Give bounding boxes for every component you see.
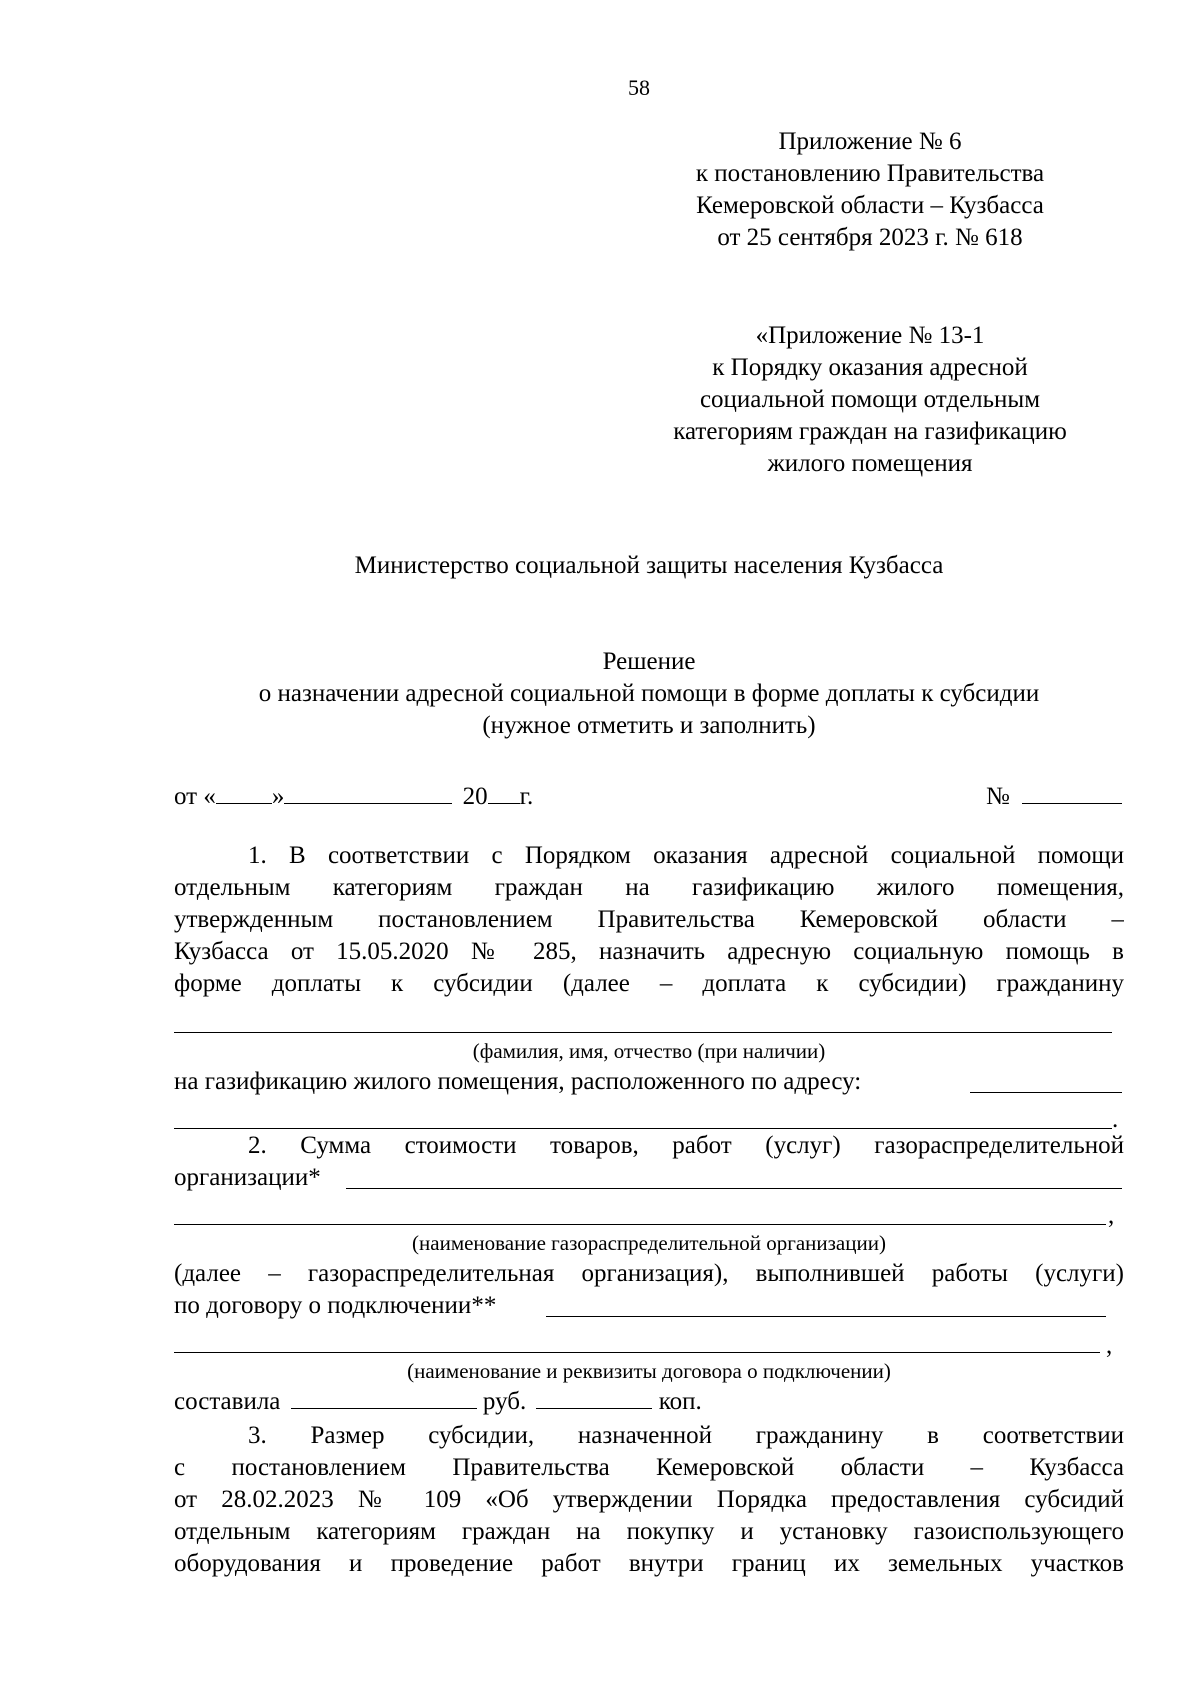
decision-subtitle: о назначении адресной социальной помощи в форме доплаты к субсидии: [258, 680, 1040, 707]
number-line: [986, 781, 1122, 813]
paragraph-2-line: (далее – газораспределительная организация), выполнившей работы (услуги): [174, 1260, 1124, 1287]
address-field-continued[interactable]: [174, 1128, 1112, 1129]
contract-label: по договору о подключении**: [174, 1292, 497, 1319]
appendix-6-line: Приложение № 6: [778, 128, 962, 155]
paragraph-1-line: утвержденным постановлением Правительства Кемеровской области –: [174, 906, 1124, 933]
number-field[interactable]: [1022, 781, 1122, 804]
decision-heading: [174, 646, 1124, 742]
ministry-name: Министерство социальной защиты населения Кузбасса: [354, 552, 944, 579]
page-number: 58: [628, 75, 650, 100]
appendix-13-line: категориям граждан на газификацию: [673, 418, 1067, 445]
paragraph-3: [174, 1420, 1124, 1580]
appendix-13-line: социальной помощи отдельным: [699, 386, 1041, 413]
appendix-13-line: к Порядку оказания адресной: [712, 354, 1028, 381]
paragraph-1: [174, 840, 1124, 1000]
number-label: №: [986, 783, 1010, 810]
paragraph-1-line: Кузбасса от 15.05.2020 № 285, назначить адресную социальную помощь в: [174, 938, 1124, 965]
decision-note: (нужное отметить и заполнить): [482, 712, 816, 739]
paragraph-1-line: 1. В соответствии с Порядком оказания адресной социальной помощи: [248, 842, 1124, 869]
org-comma: ,: [1108, 1202, 1115, 1229]
rub-field[interactable]: [291, 1386, 477, 1409]
month-field[interactable]: [284, 781, 452, 804]
org-caption: (наименование газораспределительной организации): [412, 1231, 886, 1255]
decision-title: Решение: [602, 648, 696, 675]
appendix-13-line: жилого помещения: [767, 450, 973, 477]
paragraph-3-line: оборудования и проведение работ внутри границ их земельных участков: [174, 1550, 1124, 1577]
rub-label: руб.: [482, 1388, 527, 1415]
paragraph-2: [174, 1130, 1124, 1162]
appendix-6-line: Кемеровской области – Кузбасса: [696, 192, 1044, 219]
paragraph-3-line: от 28.02.2023 № 109 «Об утверждении Порядка предоставления субсидий: [174, 1486, 1124, 1513]
paragraph-3-line: отдельным категориям граждан на покупку и установку газоиспользующего: [174, 1518, 1124, 1545]
year-field[interactable]: [488, 781, 520, 804]
appendix-6-line: от 25 сентября 2023 г. № 618: [717, 224, 1023, 251]
kop-field[interactable]: [536, 1386, 652, 1409]
paragraph-1-line: форме доплаты к субсидии (далее – доплата к субсидии) гражданину: [174, 970, 1124, 997]
year-suffix: г.: [519, 783, 534, 810]
date-open-label: от «: [174, 783, 216, 810]
fio-field[interactable]: [174, 1032, 1112, 1033]
contract-field-continued[interactable]: [174, 1352, 1100, 1353]
sum-line: [174, 1386, 702, 1418]
year-prefix: 20: [462, 783, 488, 810]
org-field[interactable]: [346, 1188, 1122, 1189]
date-close-label: »: [271, 783, 285, 810]
paragraph-3-line: с постановлением Правительства Кемеровской области – Кузбасса: [174, 1454, 1124, 1481]
org-field-continued[interactable]: [174, 1224, 1106, 1225]
contract-field[interactable]: [546, 1316, 1106, 1317]
day-field[interactable]: [216, 781, 272, 804]
paragraph-3-line: 3. Размер субсидии, назначенной гражданину в соответствии: [248, 1422, 1124, 1449]
paragraph-1-line: отдельным категориям граждан на газификацию жилого помещения,: [174, 874, 1124, 901]
fio-caption: (фамилия, имя, отчество (при наличии): [472, 1039, 826, 1063]
sum-label: составила: [174, 1388, 281, 1415]
address-field[interactable]: [970, 1092, 1122, 1093]
contract-caption: (наименование и реквизиты договора о подключении): [407, 1359, 891, 1383]
date-line: [174, 781, 533, 813]
appendix-6-line: к постановлению Правительства: [695, 160, 1045, 187]
kop-label: коп.: [658, 1388, 702, 1415]
address-dot: .: [1112, 1106, 1119, 1133]
paragraph-2-continued: [174, 1258, 1124, 1290]
contract-comma: ,: [1106, 1332, 1113, 1359]
appendix-6-block: [640, 126, 1100, 254]
appendix-13-block: [640, 320, 1100, 480]
address-label: на газификацию жилого помещения, расположенного по адресу:: [174, 1068, 862, 1095]
appendix-13-line: «Приложение № 13-1: [755, 322, 985, 349]
paragraph-2-line: 2. Сумма стоимости товаров, работ (услуг) газораспределительной: [248, 1132, 1124, 1159]
org-label: организации*: [174, 1164, 321, 1191]
